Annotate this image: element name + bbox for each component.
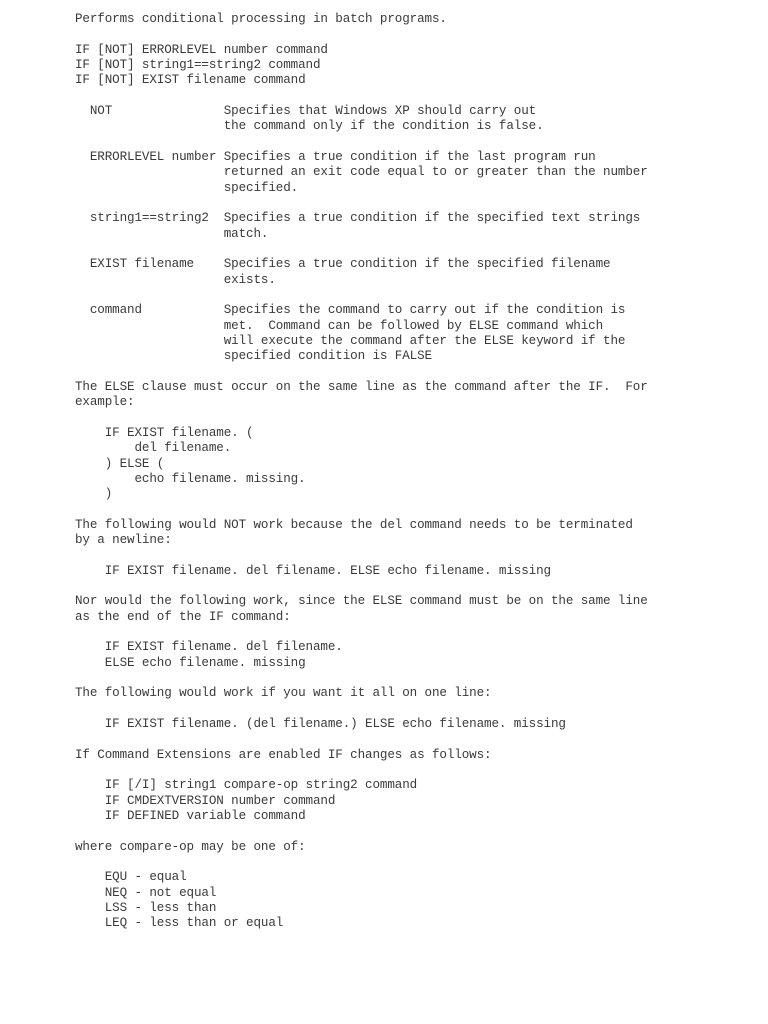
text-line: ) ELSE ( <box>75 456 165 471</box>
text-line: returned an exit code equal to or greater than the number <box>75 165 648 180</box>
text-line: The ELSE clause must occur on the same line as the command after the IF. For <box>75 379 648 394</box>
text-line <box>75 548 755 563</box>
text-line: NEQ - not equal <box>75 885 217 900</box>
text-line <box>75 242 755 257</box>
text-line: IF [NOT] ERRORLEVEL number command <box>75 42 328 57</box>
text-line <box>75 855 755 870</box>
text-line: ELSE echo filename. missing <box>75 655 306 670</box>
text-line <box>75 824 755 839</box>
text-line: EXIST filename Specifies a true condition if the specified filename <box>75 257 611 272</box>
text-line: specified condition is FALSE <box>75 349 432 364</box>
text-line: ) <box>75 487 113 502</box>
text-line <box>75 732 755 747</box>
text-line: IF [/I] string1 compare-op string2 command <box>75 778 418 793</box>
text-line: will execute the command after the ELSE keyword if the <box>75 333 626 348</box>
text-line: The following would NOT work because the del command needs to be terminated <box>75 517 633 532</box>
document-text <box>75 12 755 932</box>
text-line: echo filename. missing. <box>75 471 306 486</box>
text-line <box>75 671 755 686</box>
text-line: The following would work if you want it all on one line: <box>75 686 492 701</box>
text-line: command Specifies the command to carry out if the condition is <box>75 303 626 318</box>
text-line: specified. <box>75 180 299 195</box>
text-line <box>75 763 755 778</box>
text-line: match. <box>75 226 269 241</box>
text-line <box>75 27 755 42</box>
text-line: met. Command can be followed by ELSE command which <box>75 318 604 333</box>
text-line: IF EXIST filename. del filename. ELSE echo filename. missing <box>75 563 551 578</box>
text-line: Nor would the following work, since the ELSE command must be on the same line <box>75 594 648 609</box>
text-line: as the end of the IF command: <box>75 609 291 624</box>
text-line: LEQ - less than or equal <box>75 916 284 931</box>
text-line: IF [NOT] string1==string2 command <box>75 57 321 72</box>
text-line: where compare-op may be one of: <box>75 839 306 854</box>
text-line: example: <box>75 395 135 410</box>
text-line <box>75 503 755 518</box>
text-line <box>75 702 755 717</box>
text-line: IF EXIST filename. del filename. <box>75 640 343 655</box>
text-line <box>75 579 755 594</box>
text-line <box>75 625 755 640</box>
text-line: exists. <box>75 272 276 287</box>
text-line: IF CMDEXTVERSION number command <box>75 793 336 808</box>
text-line: string1==string2 Specifies a true condition if the specified text strings <box>75 211 641 226</box>
text-line: EQU - equal <box>75 870 187 885</box>
text-line: by a newline: <box>75 533 172 548</box>
text-line: the command only if the condition is false. <box>75 119 544 134</box>
text-line <box>75 135 755 150</box>
text-line <box>75 196 755 211</box>
text-line: NOT Specifies that Windows XP should carry out <box>75 103 537 118</box>
text-line: LSS - less than <box>75 901 217 916</box>
text-line <box>75 411 755 426</box>
text-line: del filename. <box>75 441 232 456</box>
text-line: Performs conditional processing in batch programs. <box>75 12 447 26</box>
text-line: If Command Extensions are enabled IF changes as follows: <box>75 747 492 762</box>
text-line: IF DEFINED variable command <box>75 809 306 824</box>
text-line <box>75 288 755 303</box>
text-line: IF EXIST filename. ( <box>75 425 254 440</box>
text-line: IF EXIST filename. (del filename.) ELSE echo filename. missing <box>75 717 566 732</box>
text-line <box>75 365 755 380</box>
text-line <box>75 89 755 104</box>
text-line: IF [NOT] EXIST filename command <box>75 73 306 88</box>
text-line: ERRORLEVEL number Specifies a true condition if the last program run <box>75 149 596 164</box>
